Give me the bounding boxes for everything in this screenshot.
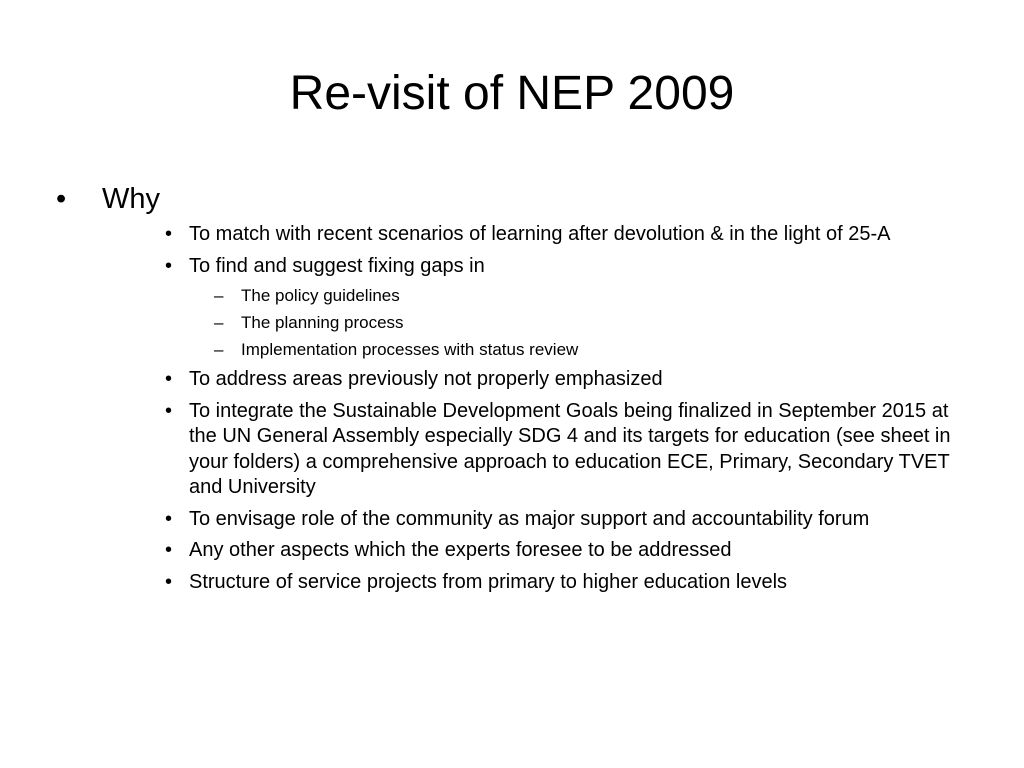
sub-list-item xyxy=(214,312,976,334)
sub-list-item-text: Implementation processes with status review xyxy=(241,340,579,359)
bullet-icon: • xyxy=(165,507,173,530)
main-bullet-label: Why xyxy=(102,183,160,215)
bullet-icon: • xyxy=(56,183,67,215)
dash-icon: – xyxy=(214,286,224,305)
gaps-sub-list xyxy=(214,285,976,361)
sub-list-item xyxy=(214,339,976,361)
bullet-icon: • xyxy=(165,399,173,422)
list-item-text: To match with recent scenarios of learning after devolution & in the light of 25-A xyxy=(189,223,891,245)
list-item xyxy=(162,538,969,564)
list-item-text: Structure of service projects from primary to higher education levels xyxy=(189,570,788,593)
dash-icon: – xyxy=(214,313,224,332)
bullet-icon: • xyxy=(165,254,173,277)
bullet-icon: • xyxy=(165,368,173,390)
list-item xyxy=(162,367,969,393)
bullet-icon: • xyxy=(165,570,173,593)
list-item xyxy=(162,254,969,280)
bullet-icon: • xyxy=(165,539,173,561)
reason-list xyxy=(162,222,976,595)
sub-list-item xyxy=(214,285,976,307)
dash-icon: – xyxy=(214,340,224,359)
slide-content xyxy=(56,180,976,601)
list-item xyxy=(162,399,969,501)
list-item xyxy=(162,570,969,596)
slide-title: Re-visit of NEP 2009 xyxy=(289,67,735,120)
list-item-text: Any other aspects which the experts foresee to be addressed xyxy=(189,539,732,561)
list-item-text: To find and suggest fixing gaps in xyxy=(189,254,485,277)
bullet-icon: • xyxy=(165,223,173,245)
list-item xyxy=(162,507,969,533)
sub-list-item-text: The policy guidelines xyxy=(241,286,400,305)
sub-list-item-text: The planning process xyxy=(241,313,404,332)
list-item xyxy=(162,222,969,248)
main-bullet-why xyxy=(56,180,976,218)
list-item-text: To envisage role of the community as major support and accountability forum xyxy=(189,507,870,530)
list-item-text: To address areas previously not properly emphasized xyxy=(189,368,663,390)
list-item-text: To integrate the Sustainable Development Goals being finalized in September 2015 at the UN General Assembly especially SDG 4 and its targets for education (see sheet in your folders) a comprehensive approach to education ECE, Primary, Secondary TVET and University xyxy=(189,399,951,498)
